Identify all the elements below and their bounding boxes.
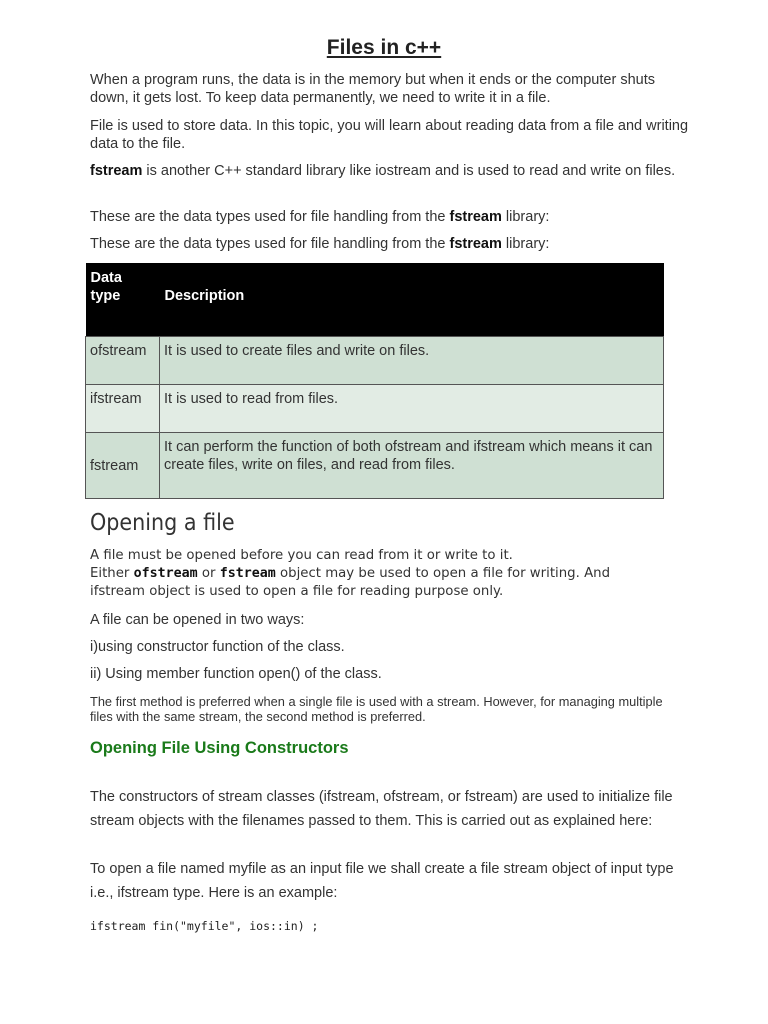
section-heading-opening: Opening a file <box>90 510 235 536</box>
opening-line-3: ifstream object is used to open a file for reading purpose only. <box>90 584 504 599</box>
fstream-term: fstream <box>449 236 502 252</box>
intro-paragraph-2: File is used to store data. In this topic, you will learn about reading data from a file and writing data to the file. <box>90 118 689 152</box>
data-types-table <box>85 263 664 499</box>
page-title: Files in c++ <box>326 36 442 59</box>
intro-paragraph-3-text: is another C++ standard library like iostream and is used to read and write on files. <box>142 163 676 179</box>
cell-type: ifstream <box>86 385 160 433</box>
table-row <box>86 385 664 433</box>
opening-line-1: A file must be opened before you can read from it or write to it. <box>90 548 513 563</box>
fstream-term: fstream <box>219 566 276 581</box>
cell-type: fstream <box>86 433 160 499</box>
method-note: The first method is preferred when a single file is used with a stream. However, for managing multiple files with the same stream, the second method is preferred. <box>90 694 663 724</box>
ways-intro: A file can be opened in two ways: <box>90 612 305 628</box>
table-row <box>86 433 664 499</box>
intro-paragraph-5-pre: These are the data types used for file handling from the <box>90 236 450 252</box>
table-row <box>86 337 664 385</box>
opening-line-2-mid: or <box>197 566 220 581</box>
cell-description: It is used to read from files. <box>160 385 664 433</box>
intro-paragraph-5-post: library: <box>501 236 550 252</box>
intro-paragraph-5 <box>90 235 690 253</box>
constructors-paragraph-2: To open a file named myfile as an input file we shall create a file stream object of input type i.e., ifstream type. Here is an example: <box>90 861 674 901</box>
way-1: i)using constructor function of the class. <box>90 639 345 655</box>
table-header-row <box>86 263 664 337</box>
cell-description: It is used to create files and write on files. <box>160 337 664 385</box>
intro-paragraph-4-pre: These are the data types used for file handling from the <box>90 209 450 225</box>
intro-paragraph-3 <box>90 162 690 180</box>
intro-paragraph-1: When a program runs, the data is in the memory but when it ends or the computer shuts down, it gets lost. To keep data permanently, we need to write it in a file. <box>90 72 655 106</box>
header-description: Description <box>160 263 664 337</box>
cell-type: ofstream <box>86 337 160 385</box>
cell-description: It can perform the function of both ofstream and ifstream which means it can create files, write on files, and read from files. <box>160 433 664 499</box>
code-example: ifstream fin("myfile", ios::in) ; <box>90 919 319 933</box>
opening-line-2-pre: Either <box>90 566 134 581</box>
ofstream-term: ofstream <box>133 566 198 581</box>
header-data-type: Data type <box>86 263 160 337</box>
intro-paragraph-4 <box>90 208 690 226</box>
opening-line-2-post: object may be used to open a file for writing. And <box>275 566 611 581</box>
intro-paragraph-4-post: library: <box>501 209 550 225</box>
fstream-term: fstream <box>90 163 143 179</box>
section-heading-constructors: Opening File Using Constructors <box>90 739 349 757</box>
fstream-term: fstream <box>449 209 502 225</box>
way-2: ii) Using member function open() of the class. <box>90 666 382 682</box>
opening-line-2 <box>90 565 690 583</box>
constructors-paragraph-1: The constructors of stream classes (ifstream, ofstream, or fstream) are used to initialize file stream objects with the filenames passed to them. This is carried out as explained here: <box>90 789 673 829</box>
